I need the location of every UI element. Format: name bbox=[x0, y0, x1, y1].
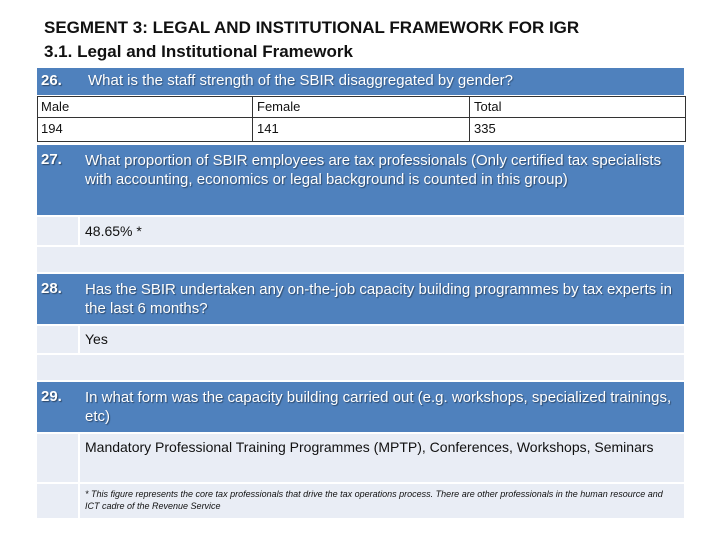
q27-answer-spacer bbox=[37, 217, 78, 245]
q27-answer-cell bbox=[80, 217, 684, 245]
q26-question: What is the staff strength of the SBIR disaggregated by gender? bbox=[88, 72, 513, 89]
gender-table bbox=[37, 96, 686, 142]
footnote-cell bbox=[80, 484, 684, 518]
q29-answer-spacer bbox=[37, 434, 78, 482]
q27-header bbox=[37, 145, 684, 215]
segment-title: SEGMENT 3: LEGAL AND INSTITUTIONAL FRAMEWORK FOR IGR bbox=[44, 18, 580, 37]
q29-answer: Mandatory Professional Training Programmes (MPTP), Conferences, Workshops, Seminars bbox=[85, 439, 654, 455]
q29-question: In what form was the capacity building carried out (e.g. workshops, specialized trainings, etc) bbox=[85, 389, 672, 425]
q27-question: What proportion of SBIR employees are tax professionals (Only certified tax specialists with accounting, economics or legal background is counted in this group) bbox=[85, 152, 662, 188]
value-male: 194 bbox=[41, 121, 63, 136]
header-total: Total bbox=[474, 99, 502, 114]
q28-header bbox=[37, 274, 684, 324]
footnote-spacer bbox=[37, 484, 78, 518]
q29-number: 29. bbox=[41, 388, 62, 405]
footnote: * This figure represents the core tax professionals that drive the tax operations process. There are other professionals in the human resource and ICT cadre of the Revenue Service bbox=[85, 489, 663, 511]
q27-number: 27. bbox=[41, 151, 62, 168]
q29-answer-cell bbox=[80, 434, 684, 482]
value-total: 335 bbox=[474, 121, 496, 136]
q28-answer: Yes bbox=[85, 331, 108, 347]
q26-number: 26. bbox=[41, 72, 62, 89]
q26-header bbox=[37, 68, 684, 95]
header-female: Female bbox=[257, 99, 301, 114]
q28-answer-cell bbox=[80, 326, 684, 353]
section-title: 3.1. Legal and Institutional Framework bbox=[44, 42, 353, 61]
q28-answer-spacer bbox=[37, 326, 78, 353]
q27-answer: 48.65% * bbox=[85, 223, 142, 239]
q28-blank-row bbox=[37, 355, 684, 380]
q28-number: 28. bbox=[41, 280, 62, 297]
q29-header bbox=[37, 382, 684, 432]
header-male: Male bbox=[41, 99, 70, 114]
value-female: 141 bbox=[257, 121, 279, 136]
q28-question: Has the SBIR undertaken any on-the-job capacity building programmes by tax experts in the last 6 months? bbox=[85, 281, 672, 317]
q27-blank-row bbox=[37, 247, 684, 272]
